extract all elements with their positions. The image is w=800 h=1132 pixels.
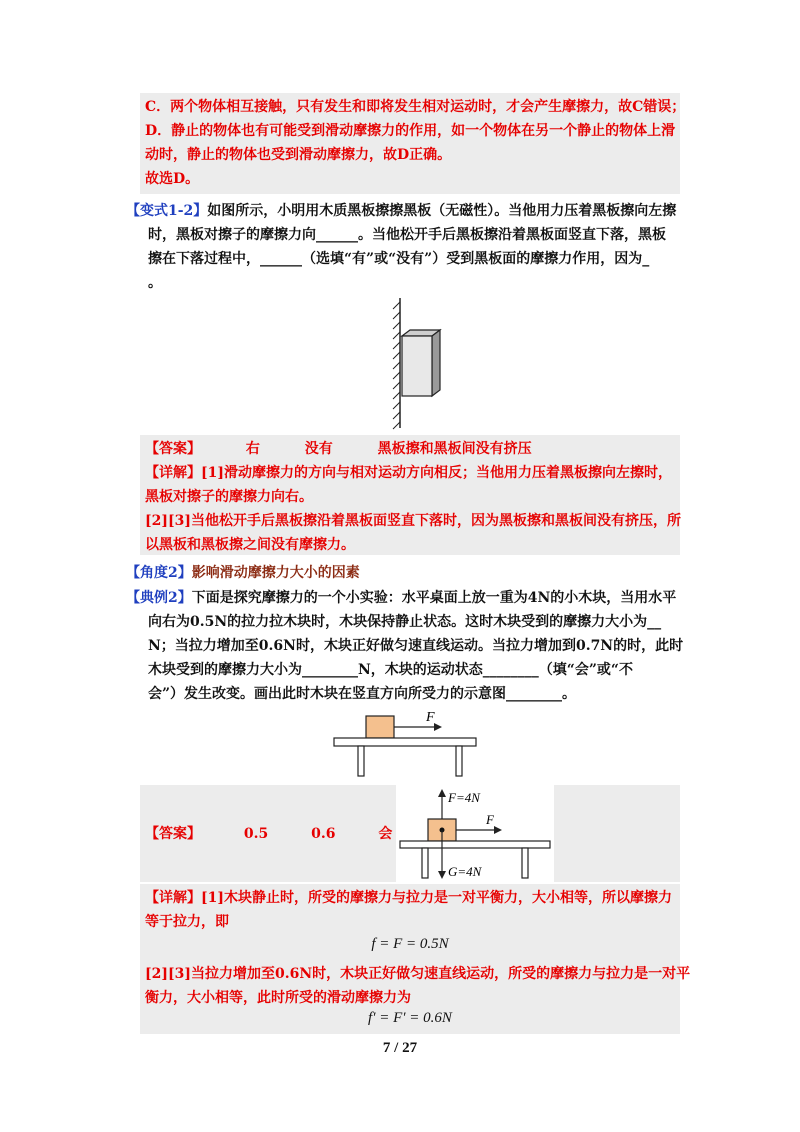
example-question: [126, 586, 686, 706]
gravity-label: G=4N: [448, 864, 482, 879]
equation-2: f′ = F′ = 0.6N: [368, 1010, 452, 1026]
variant-answer-2: 没有: [304, 441, 333, 457]
eraser-block: [402, 330, 440, 396]
variant-detail-1: [1]滑动摩擦力的方向与相对运动方向相反；当他用力压着黑板擦向左擦时，: [201, 465, 672, 481]
variant-answer-1: 右: [245, 441, 260, 457]
example-answer-3: 会: [378, 826, 393, 842]
example-detail-1: [1]木块静止时，所受的摩擦力与拉力是一对平衡力，大小相等，所以摩擦力: [201, 890, 672, 906]
table-block-figure: [330, 708, 480, 780]
example-line4: 木块受到的摩擦力大小为________N，木块的运动状态________（填“会”或“不: [148, 662, 633, 678]
answer-block-top: [140, 93, 686, 194]
wooden-block: [366, 716, 394, 738]
wall-hatching: [393, 298, 400, 429]
answer-conclusion: 故选D。: [145, 171, 200, 187]
variant-line1: 如图所示，小明用木质黑板擦擦黑板（无磁性）。当他用力压着黑板擦向左擦: [207, 203, 677, 219]
variant-line4: 。: [148, 275, 162, 291]
variant-detail-label: 【详解】: [145, 465, 201, 481]
angle-title: 影响滑动摩擦力大小的因素: [191, 565, 360, 581]
angle-tag: 【角度2】: [126, 565, 192, 581]
example-line3: N；当拉力增加至0.6N时，木块正好做匀速直线运动。当拉力增加到0.7N的时，此时: [148, 638, 684, 654]
example-line1: 下面是探究摩擦力的一个小实验：水平桌面上放一重为4N的小木块，当用水平: [191, 590, 677, 606]
variant-question: [126, 199, 686, 295]
variant-line2: 时，黑板对擦子的摩擦力向______。当他松开手后黑板擦沿着黑板面竖直下落，黑板: [148, 227, 666, 243]
example-tag: 【典例2】: [126, 590, 192, 606]
example-detail-3: [2][3]当拉力增加至0.6N时，木块正好做匀速直线运动，所受的摩擦力与拉力是一对平: [145, 966, 691, 982]
example-answer-label: 【答案】: [145, 826, 201, 842]
answer-option-d-line1: D．静止的物体也有可能受到滑动摩擦力的作用，如一个物体在另一个静止的物体上滑: [145, 123, 676, 139]
pull-force-label-answer: F: [486, 812, 494, 827]
force-label: F: [426, 710, 435, 725]
wall-eraser-figure: [380, 298, 450, 430]
variant-answer-label: 【答案】: [145, 441, 201, 457]
example-detail-4: 衡力，大小相等，此时所受的滑动摩擦力为: [145, 990, 411, 1006]
variant-detail-2: 黑板对擦子的摩擦力向右。: [145, 489, 313, 505]
variant-answer-block: [140, 435, 680, 555]
example-detail-2: 等于拉力，即: [145, 914, 229, 930]
example-answer-2: 0.6: [311, 826, 336, 842]
variant-answer-3: 黑板擦和黑板间没有挤压: [377, 441, 532, 457]
table: [334, 738, 476, 776]
variant-line3: 擦在下落过程中，______（选填“有”或“没有”）受到黑板面的摩擦力作用，因为_: [148, 251, 650, 267]
equation-1: f = F = 0.5N: [371, 936, 449, 952]
page-number: 7 / 27: [382, 1040, 418, 1056]
variant-detail-3: [2][3]当他松开手后黑板擦沿着黑板面竖直下落时，因为黑板擦和黑板间没有挤压，所: [145, 513, 681, 529]
force-diagram: [396, 785, 554, 882]
example-detail-block: [140, 884, 691, 1034]
answer-option-d-line2: 动时，静止的物体也受到滑动摩擦力，故D正确。: [145, 147, 452, 163]
answer-option-c: C．两个物体相互接触，只有发生和即将发生相对运动时，才会产生摩擦力，故C错误；: [145, 99, 686, 115]
example-detail-label: 【详解】: [145, 890, 201, 906]
example-line2: 向右为0.5N的拉力拉木块时，木块保持静止状态。这时木块受到的摩擦力大小为__: [148, 614, 662, 630]
variant-detail-4: 以黑板和黑板擦之间没有摩擦力。: [145, 537, 355, 553]
example-line5: 会”）发生改变。画出此时木块在竖直方向所受力的示意图________。: [148, 686, 577, 702]
normal-force-label: F=4N: [448, 790, 480, 805]
angle-heading: [126, 561, 360, 585]
variant-tag: 【变式1-2】: [126, 203, 208, 219]
example-answer-1: 0.5: [243, 826, 269, 842]
